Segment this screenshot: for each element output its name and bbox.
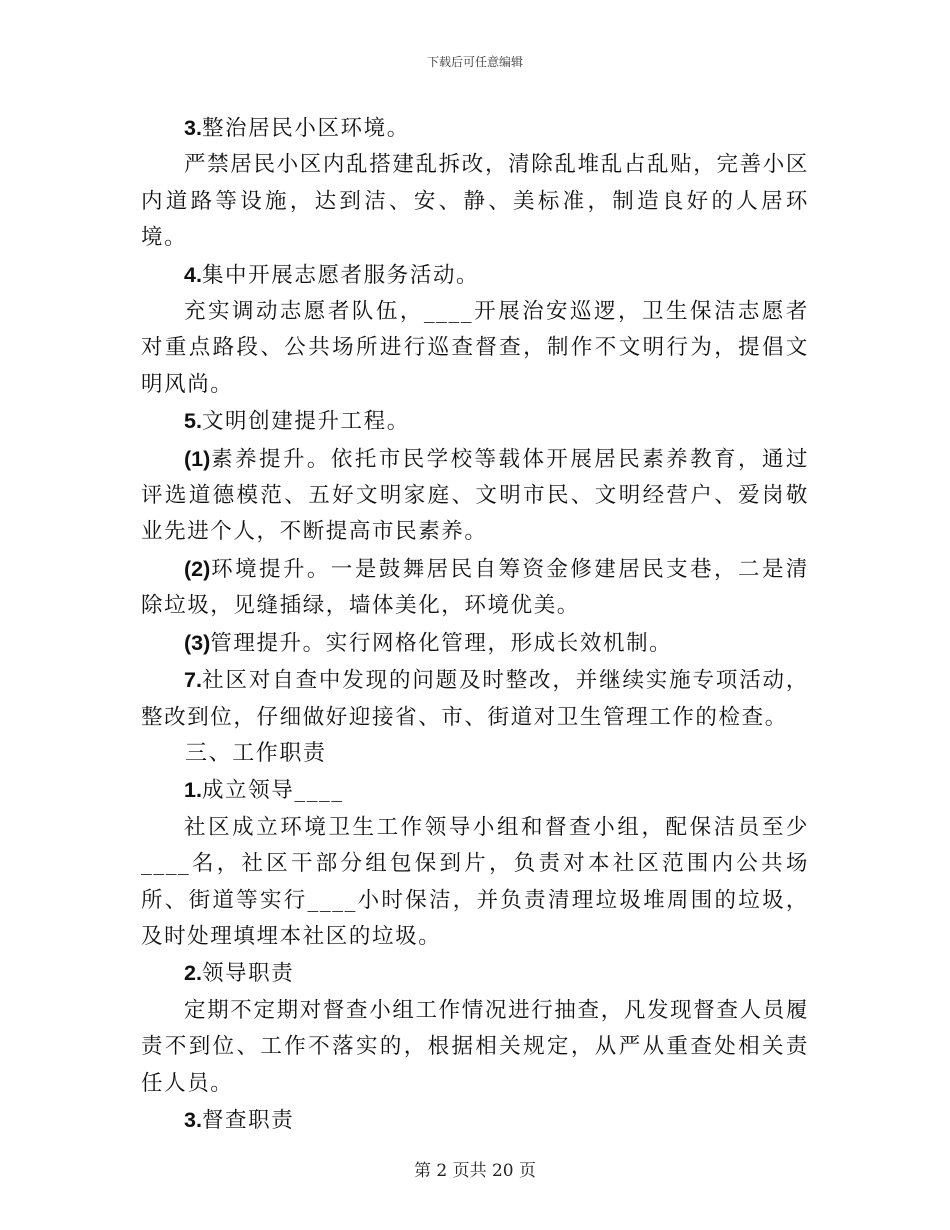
document-body (141, 110, 809, 1139)
paragraph-body: 充实调动志愿者队伍，____开展治安巡逻，卫生保洁志愿者对重点路段、公共场所进行巡查督查，制作不文明行为，提倡文明风尚。 (141, 299, 809, 397)
paragraph-body: 社区成立环境卫生工作领导小组和督查小组，配保洁员至少____名，社区干部分组包保到片，负责对本社区范围内公共场所、街道等实行____小时保洁，并负责清理垃圾堆周围的垃圾，及时处理填埋本社区的垃圾。 (141, 814, 809, 949)
paragraph-subitem-2 (141, 551, 809, 625)
item-number: 2. (184, 961, 202, 986)
paragraph-text: 整治居民小区环境。 (201, 116, 410, 141)
paragraph-item-1-heading (141, 772, 809, 809)
item-number: (2) (184, 556, 211, 581)
paragraph-text: 文明创建提升工程。 (201, 409, 410, 435)
paragraph-item-3-heading (141, 110, 809, 147)
paragraph-item-5-heading (141, 403, 809, 440)
item-number: (3) (184, 630, 211, 655)
item-number: 5. (184, 409, 202, 434)
page-header: 下载后可任意编辑 (426, 55, 523, 69)
item-number: (1) (184, 446, 211, 471)
paragraph-subitem-1 (141, 441, 809, 551)
paragraph-text: 社区对自查中发现的问题及时整改，并继续实施专项活动，整改到位，仔细做好迎接省、市、街道对卫生管理工作的检查。 (141, 668, 809, 730)
item-number: 1. (184, 778, 202, 803)
paragraph-subitem-3 (141, 625, 809, 662)
paragraph-text: 环境提升。一是鼓舞居民自筹资金修建居民支巷，二是清除垃圾，见缝插绿，墙体美化，环境优美。 (141, 556, 809, 619)
paragraph-body: 定期不定期对督查小组工作情况进行抽查，凡发现督查人员履责不到位、工作不落实的，根据相关规定，从严从重查处相关责任人员。 (141, 997, 809, 1096)
item-number: 7. (184, 668, 202, 693)
paragraph-text: 素养提升。依托市民学校等载体开展居民素养教育，通过评选道德模范、五好文明家庭、文明市民、文明经营户、爱岗敬业先进个人，不断提高市民素养。 (141, 446, 809, 545)
paragraph-text: 管理提升。实行网格化管理，形成长效机制。 (210, 630, 673, 656)
paragraph-text: 督查职责 (201, 1107, 295, 1133)
paragraph-text: 领导职责 (201, 961, 295, 987)
paragraph-item-7 (141, 662, 809, 736)
item-number: 4. (184, 262, 202, 287)
paragraph-item-4-heading (141, 257, 809, 294)
paragraph-item-3-heading (141, 1102, 809, 1139)
page-footer: 第 2 页共 20 页 (413, 1161, 537, 1181)
paragraph-body: 严禁居民小区内乱搭建乱拆改，清除乱堆乱占乱贴，完善小区内道路等设施，达到洁、安、静、美标准，制造良好的人居环境。 (141, 152, 809, 251)
item-number: 3. (184, 116, 202, 140)
paragraph-text: 集中开展志愿者服务活动。 (201, 262, 480, 288)
paragraph-item-2-heading (141, 955, 809, 992)
paragraph-text: 成立领导____ (201, 778, 344, 804)
section-heading: 三、工作职责 (185, 740, 327, 766)
item-number: 3. (184, 1107, 202, 1132)
